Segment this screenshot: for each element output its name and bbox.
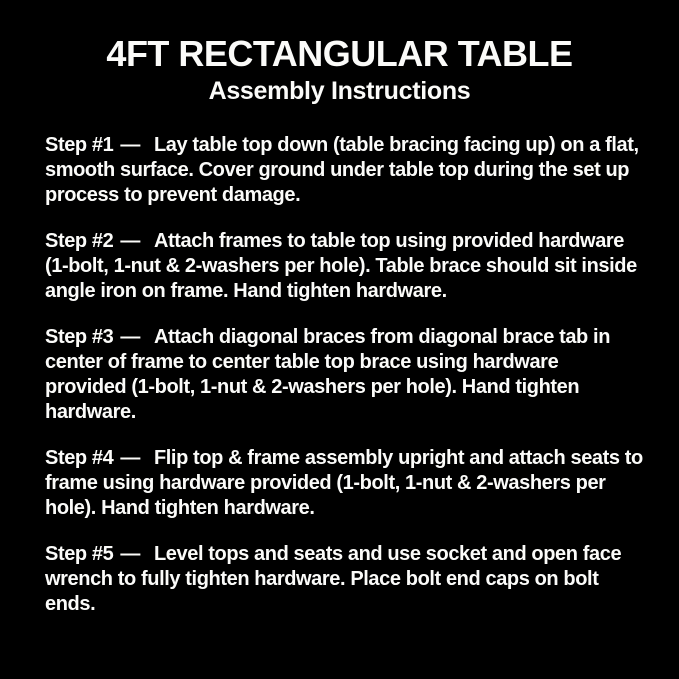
instruction-step-3: [45, 325, 643, 425]
instruction-step-1: [45, 133, 643, 208]
step-2-separator: —: [120, 230, 140, 253]
page-title: 4FT RECTANGULAR TABLE: [106, 33, 573, 74]
step-4-label: Step #4: [45, 447, 114, 470]
step-2-body: Attach frames to table top using provided hardware (1-bolt, 1-nut & 2-washers per hole). Table brace should sit inside angle iron on frame. Hand tighten hardware.: [45, 230, 637, 303]
step-3-body: Attach diagonal braces from diagonal brace tab in center of frame to center table top brace using hardware provided (1-bolt, 1-nut & 2-washers per hole). Hand tighten hardware.: [45, 326, 611, 424]
instruction-step-4: [45, 446, 643, 521]
step-5-body: Level tops and seats and use socket and open face wrench to fully tighten hardware. Place bolt end caps on bolt ends.: [45, 543, 622, 616]
step-3-separator: —: [120, 326, 140, 349]
page-subtitle: Assembly Instructions: [208, 77, 471, 106]
step-1-separator: —: [120, 134, 140, 157]
step-5-label: Step #5: [45, 543, 114, 566]
step-5-separator: —: [120, 543, 140, 566]
instruction-step-5: [45, 542, 643, 617]
step-2-label: Step #2: [45, 230, 114, 253]
step-1-label: Step #1: [45, 134, 114, 157]
step-4-body: Flip top & frame assembly upright and attach seats to frame using hardware provided (1-bolt, 1-nut & 2-washers per hole). Hand tighten hardware.: [45, 447, 643, 520]
instruction-step-2: [45, 229, 643, 304]
step-4-separator: —: [120, 447, 140, 470]
step-3-label: Step #3: [45, 326, 114, 349]
steps-list: [45, 133, 643, 617]
step-1-body: Lay table top down (table bracing facing up) on a flat, smooth surface. Cover ground under table top during the set up process to prevent damage.: [45, 134, 639, 207]
